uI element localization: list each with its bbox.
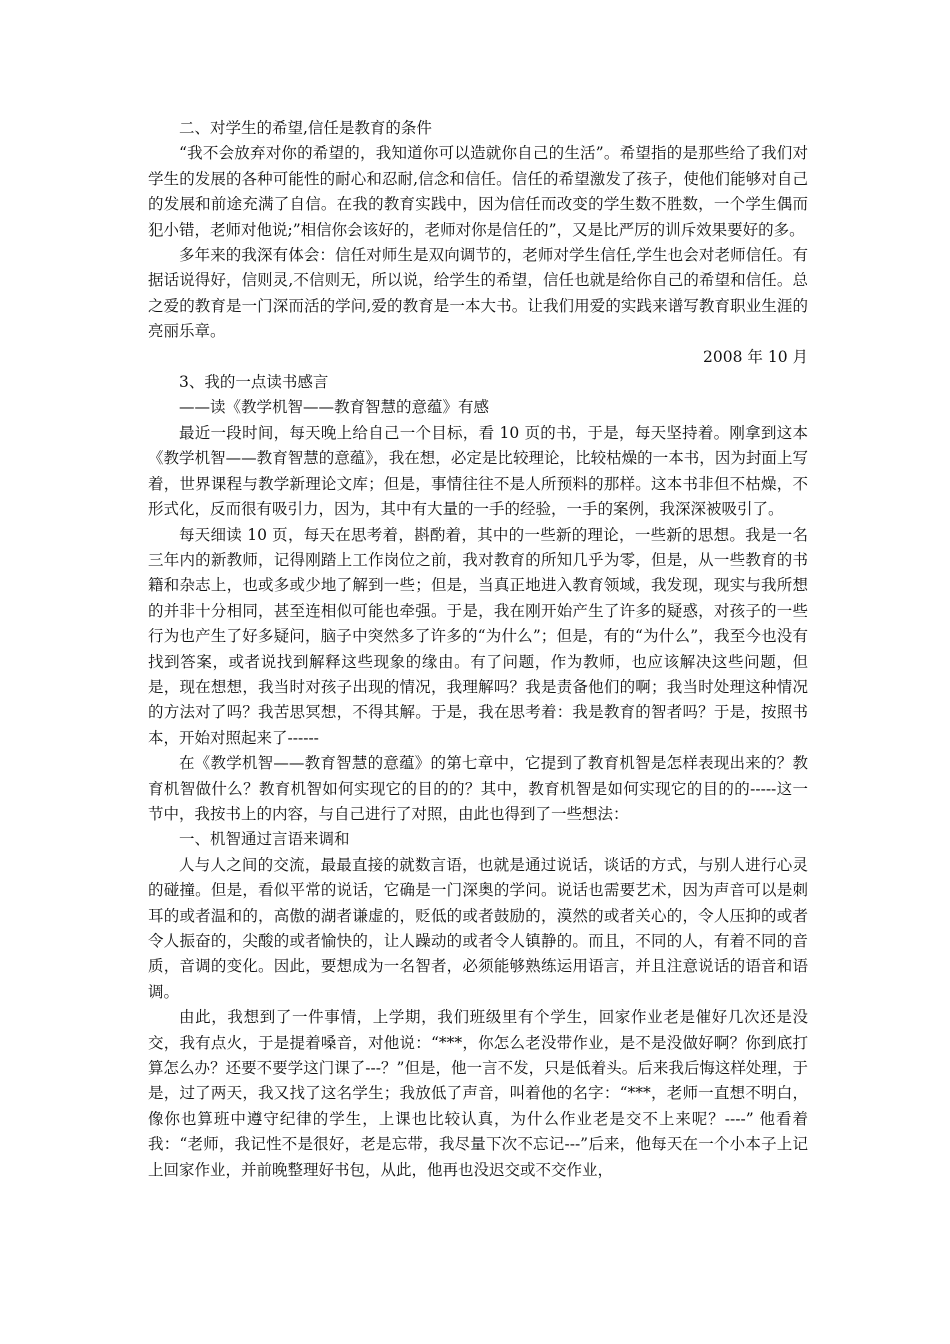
section-heading-trust: 二、对学生的希望,信任是教育的条件 [179,119,432,137]
section-heading-language: 一、机智通过言语来调和 [179,830,350,849]
paragraph-chapter-seven: 在《教学机智——教育智慧的意蕴》的第七章中，它提到了教育机智是怎样表现出来的？教育机智做什么？教育机智如何实现它的目的的？其中，教育机智是如何实现它的目的的-----这一节中，我按书上的内容，与自己进行了对照，由此也得到了一些想法： [148,754,808,823]
paragraph-hope-trust: “我不会放弃对你的希望的，我知道你可以造就你自己的生活”。希望指的是那些给了我们对学生的发展的各种可能性的耐心和忍耐,信念和信任。信任的希望激发了孩子，使他们能够对自己的发展和前途充满了自信。在我的教育实践中，因为信任而改变的学生数不胜数，一个学生偶而犯小错，老师对他说;”相信你会该好的，老师对你是信任的”，又是比严厉的训斥效果要好的多。 [148,144,808,239]
paragraph-reading-goal: 最近一段时间，每天晚上给自己一个目标，看 10 页的书，于是，每天坚持着。刚拿到这本《教学机智——教育智慧的意蕴》，我在想，必定是比较理论，比较枯燥的一本书，因为封面上写着，世界课程与教学新理论文库；但是，事情往往不是人所预料的那样。这本书非但不枯燥，不形式化，反而很有吸引力，因为，其中有大量的一手的经验，一手的案例，我深深被吸引了。 [148,423,808,519]
essay-date: 2008 年 10 月 [703,347,808,366]
paragraph-experience: 多年来的我深有体会：信任对师生是双向调节的，老师对学生信任,学生也会对老师信任。有据话说得好，信则灵,不信则无，所以说，给学生的希望，信任也就是给你自己的希望和信任。总之爱的教育是一门深而活的学问,爱的教育是一本大书。让我们用爱的实践来谱写教育职业生涯的亮丽乐章。 [148,246,808,341]
paragraph-homework-story: 由此，我想到了一件事情，上学期，我们班级里有个学生，回家作业老是催好几次还是没交，我有点火，于是提着嗓音，对他说：“***，你怎么老没带作业，是不是没做好啊？你到底打算怎么办？还要不要学这门课了---？”但是，他一言不发，只是低着头。后来我后悔这样处理，于是，过了两天，我又找了这名学生；我放低了声音，叫着他的名字：“***，老师一直想不明白，像你也算班中遵守纪律的学生，上课也比较认真，为什么作业老是交不上来呢？----” 他看着我：“老师，我记性不是很好，老是忘带，我尽量下次不忘记---”后来，他每天在一个小本子上记上回家作业，并前晚整理好书包，从此，他再也没迟交或不交作业， [148,1008,808,1179]
paragraph-daily-reading: 每天细读 10 页，每天在思考着，斟酌着，其中的一些新的理论，一些新的思想。我是一名三年内的新教师，记得刚踏上工作岗位之前，我对教育的所知几乎为零，但是，从一些教育的书籍和杂志上，也或多或少地了解到一些；但是，当真正地进入教育领域，我发现，现实与我所想的并非十分相同，甚至连相似可能也牵强。于是，我在刚开始产生了许多的疑惑，对孩子的一些行为也产生了好多疑问，脑子中突然多了许多的“为什么”；但是，有的“为什么”，我至今也没有找到答案，或者说找到解释这些现象的缘由。有了问题，作为教师，也应该解决这些问题，但是，现在想想，我当时对孩子出现的情况，我理解吗？我是责备他们的啊；我当时处理这种情况的方法对了吗？我苦思冥想，不得其解。于是，我在思考着：我是教育的智者吗？于是，按照书本，开始对照起来了------ [148,525,808,747]
paragraph-speech-art: 人与人之间的交流，最最直接的就数言语，也就是通过说话，谈话的方式，与别人进行心灵的碰撞。但是，看似平常的说话，它确是一门深奥的学问。说话也需要艺术，因为声音可以是刺耳的或者温和的，高傲的湖者谦虚的，贬低的或者鼓励的，漠然的或者关心的，令人压抑的或者令人振奋的，尖酸的或者愉快的，让人躁动的或者令人镇静的。而且，不同的人，有着不同的音质，音调的变化。因此，要想成为一名智者，必须能够熟练运用语言，并且注意说话的语音和语调。 [148,855,808,1001]
document-body [148,116,808,1183]
essay-subtitle: ——读《教学机智——教育智慧的意蕴》有感 [179,398,490,417]
essay-title: 3、我的一点读书感言 [179,373,329,392]
